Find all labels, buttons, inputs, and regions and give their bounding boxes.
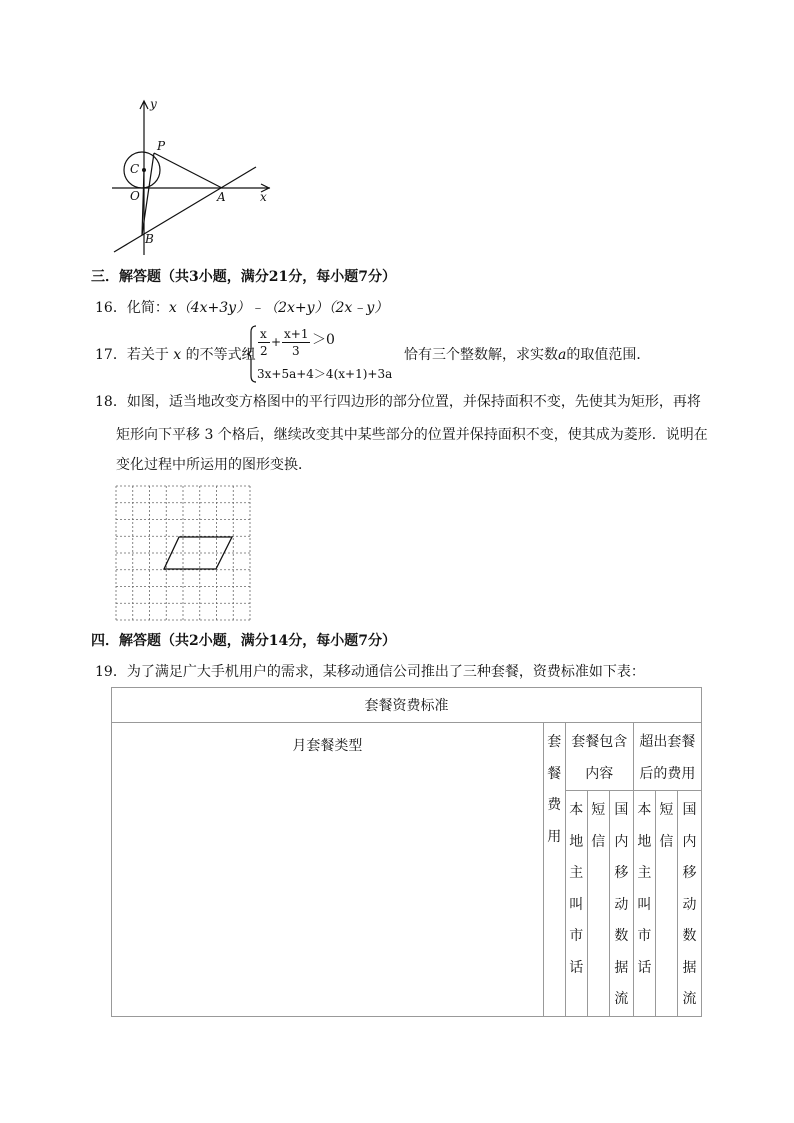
q17-text-after-1: 恰有三个整数解，求实数 <box>404 347 558 363</box>
sub-data-included <box>609 791 633 1017</box>
header-char: 话 <box>637 959 652 976</box>
header-char: 地 <box>569 833 584 850</box>
label-x: x <box>260 190 267 204</box>
q16-prefix: 化简： <box>126 300 169 316</box>
q17-frac1-bar <box>258 342 270 343</box>
header-extra <box>633 723 701 791</box>
header-char: 内 <box>614 833 629 850</box>
header-char: 叫 <box>637 896 652 913</box>
q17-number: 17． <box>95 347 127 363</box>
q17-frac2-num: x+1 <box>284 327 309 341</box>
fee-char-4: 用 <box>547 828 562 845</box>
section3-heading: 三．解答题（共3小题，满分21分，每小题7分） <box>91 269 396 285</box>
q16-expression: x（4x+3y）﹣（2x+y）（2x﹣y） <box>168 300 389 316</box>
center-point <box>142 168 146 172</box>
section4-heading: 四．解答题（共2小题，满分14分，每小题7分） <box>91 633 396 649</box>
extra-line-2: 后的费用 <box>639 765 696 782</box>
line-ab <box>114 167 256 252</box>
header-char: 流 <box>614 991 629 1007</box>
q16-number: 16． <box>95 300 127 316</box>
header-char: 国 <box>614 802 629 818</box>
fee-char-1: 套 <box>547 734 562 750</box>
header-char: 市 <box>569 928 584 944</box>
header-plan-fee <box>543 723 565 1017</box>
sub-data-extra <box>677 791 701 1017</box>
sub-sms-extra <box>655 791 677 1017</box>
q17-frac1-den: 2 <box>260 344 268 358</box>
q19-number: 19． <box>95 664 127 680</box>
label-o: O <box>130 189 140 203</box>
header-char: 数 <box>682 928 697 944</box>
label-p: P <box>157 139 166 153</box>
q17-lead-text <box>95 348 256 362</box>
fee-char-2: 餐 <box>547 765 562 782</box>
sub-local-calls-extra <box>633 791 655 1017</box>
header-char: 短 <box>591 802 606 818</box>
header-char: 流 <box>682 991 697 1007</box>
tangent-pa <box>154 153 222 188</box>
header-char: 本 <box>637 802 652 818</box>
coordinate-figure <box>100 95 280 255</box>
header-char: 移 <box>614 865 629 881</box>
q17-text-before: 若关于 <box>126 347 169 363</box>
label-c: C <box>130 162 140 176</box>
label-y: y <box>150 97 157 111</box>
table-title: 套餐资费标准 <box>112 688 702 723</box>
header-char: 话 <box>569 959 584 976</box>
q18-line1-text: 如图，适当地改变方格图中的平行四边形的部分位置，并保持面积不变，先使其为矩形，再将 <box>126 394 701 410</box>
sub-local-calls-included <box>565 791 587 1017</box>
sub-sms-included <box>587 791 609 1017</box>
q19-text: 为了满足广大手机用户的需求，某移动通信公司推出了三种套餐，资费标准如下表： <box>126 664 645 680</box>
header-char: 动 <box>682 896 697 913</box>
header-char: 内 <box>682 833 697 850</box>
header-char: 本 <box>569 802 584 818</box>
q17-var-x: x <box>173 347 182 363</box>
header-char: 市 <box>637 928 652 944</box>
header-char: 数 <box>614 928 629 944</box>
q18-line2: 矩形向下平移 3 个格后，继续改变其中某些部分的位置并保持面积不变，使其成为菱形．说明在 <box>116 427 708 443</box>
header-char: 短 <box>659 802 674 818</box>
header-char: 据 <box>682 959 697 976</box>
label-b: B <box>145 232 154 246</box>
header-included <box>565 723 633 791</box>
fee-table <box>111 687 702 1017</box>
q17-tail-text <box>404 348 650 362</box>
q18-line1 <box>95 395 701 409</box>
included-line-1: 套餐包含 <box>571 734 628 750</box>
header-char: 信 <box>591 833 606 850</box>
fee-char-3: 费 <box>547 797 562 813</box>
q17-line2: 3x+5a+4＞4(x+1)+3a <box>257 367 393 381</box>
header-char: 动 <box>614 896 629 913</box>
header-char: 地 <box>637 833 652 850</box>
header-char: 信 <box>659 833 674 850</box>
q17-frac1-num: x <box>260 327 267 341</box>
q17-frac2-den: 3 <box>292 344 300 358</box>
included-line-2: 内容 <box>585 765 614 782</box>
header-plan-type: 月套餐类型 <box>112 723 544 1017</box>
q18-line3: 变化过程中所运用的图形变换． <box>116 457 312 473</box>
header-char: 主 <box>637 865 652 881</box>
header-char: 国 <box>682 802 697 818</box>
label-a: A <box>217 190 226 204</box>
q17-var-a: a <box>558 347 567 363</box>
extra-line-1: 超出套餐 <box>639 734 696 750</box>
q18-number: 18． <box>95 394 127 410</box>
q17-text-mid: 的不等式组 <box>185 347 256 363</box>
grid-figure <box>114 484 252 622</box>
header-char: 移 <box>682 865 697 881</box>
question-16 <box>95 301 388 315</box>
q17-text-after-2: 的取值范围． <box>566 347 651 363</box>
header-char: 叫 <box>569 896 584 913</box>
q17-frac2-bar <box>282 342 310 343</box>
header-char: 据 <box>614 959 629 976</box>
q17-plus: + <box>271 335 282 349</box>
q17-line1-rest: ＞0 <box>312 332 335 348</box>
header-char: 主 <box>569 865 584 881</box>
question-19 <box>95 665 645 679</box>
